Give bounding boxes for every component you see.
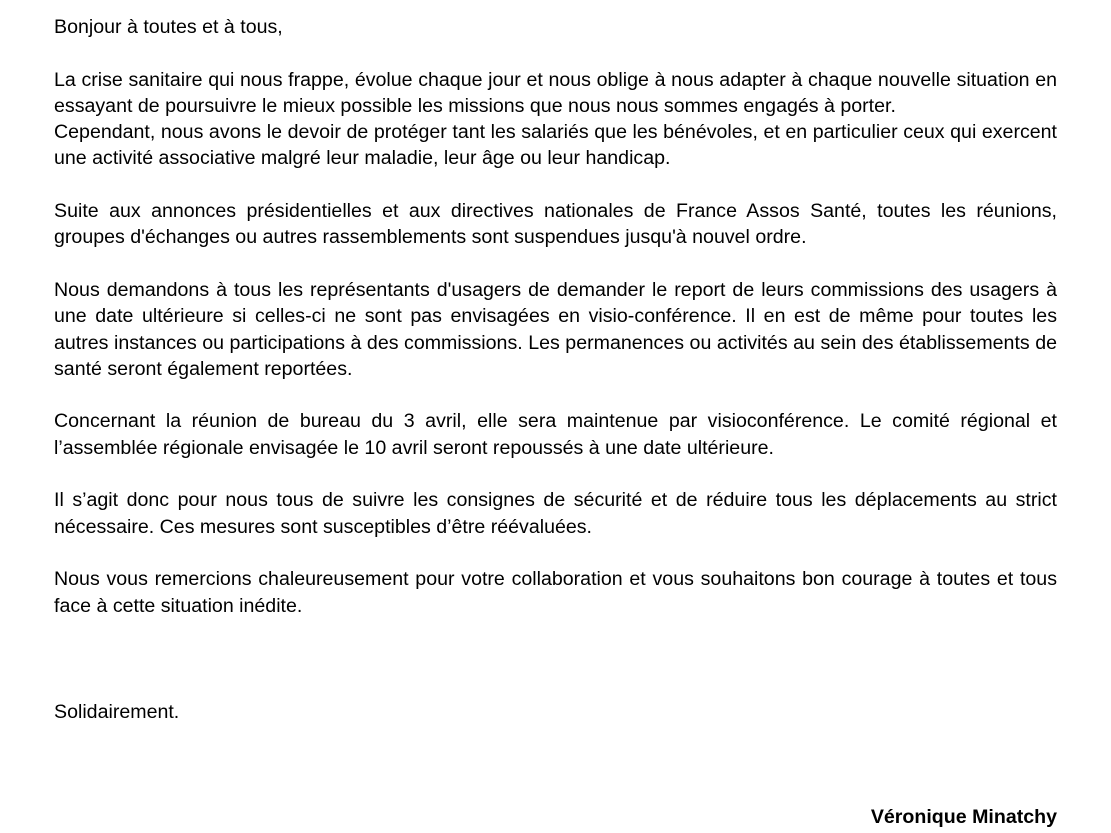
paragraph-thanks: Nous vous remercions chaleureusement pour votre collaboration et vous souhaitons bon courage à toutes et tous face à cette situation inédite. [54,568,1057,617]
paragraph-crisis: La crise sanitaire qui nous frappe, évolue chaque jour et nous oblige à nous adapter à chaque nouvelle situation en essayant de poursuivre le mieux possible les missions que nous nous sommes engagés à porter. [54,68,1057,117]
letter-signature: Véronique Minatchy [870,806,1057,828]
paragraph-postponement: Nous demandons à tous les représentants d'usagers de demander le report de leurs commissions des usagers à une date ultérieure si celles-ci ne sont pas envisagées en visio-conférence. Il en est de même pour toutes les autres instances ou participations à des commissions. Les permanences ou activités au sein des établissements de santé seront également reportées. [54,278,1057,380]
paragraph-meetings: Concernant la réunion de bureau du 3 avril, elle sera maintenue par visioconférence. Le comité régional et l’assemblée régionale envisagée le 10 avril seront repoussés à une date ultérieure. [54,410,1057,459]
letter-greeting: Bonjour à toutes et à tous, [54,16,283,38]
paragraph-safety: Il s’agit donc pour nous tous de suivre les consignes de sécurité et de réduire tous les déplacements au strict nécessaire. Ces mesures sont susceptibles d’être réévaluées. [54,489,1057,538]
letter-body [54,14,1057,645]
paragraph-protection: Cependant, nous avons le devoir de protéger tant les salariés que les bénévoles, et en particulier ceux qui exercent une activité associative malgré leur maladie, leur âge ou leur handicap. [54,121,1057,170]
paragraph-suspension: Suite aux annonces présidentielles et aux directives nationales de France Assos Santé, toutes les réunions, groupes d'échanges ou autres rassemblements sont suspendues jusqu'à nouvel ordre. [54,200,1057,249]
letter-closing: Solidairement. [54,701,180,723]
